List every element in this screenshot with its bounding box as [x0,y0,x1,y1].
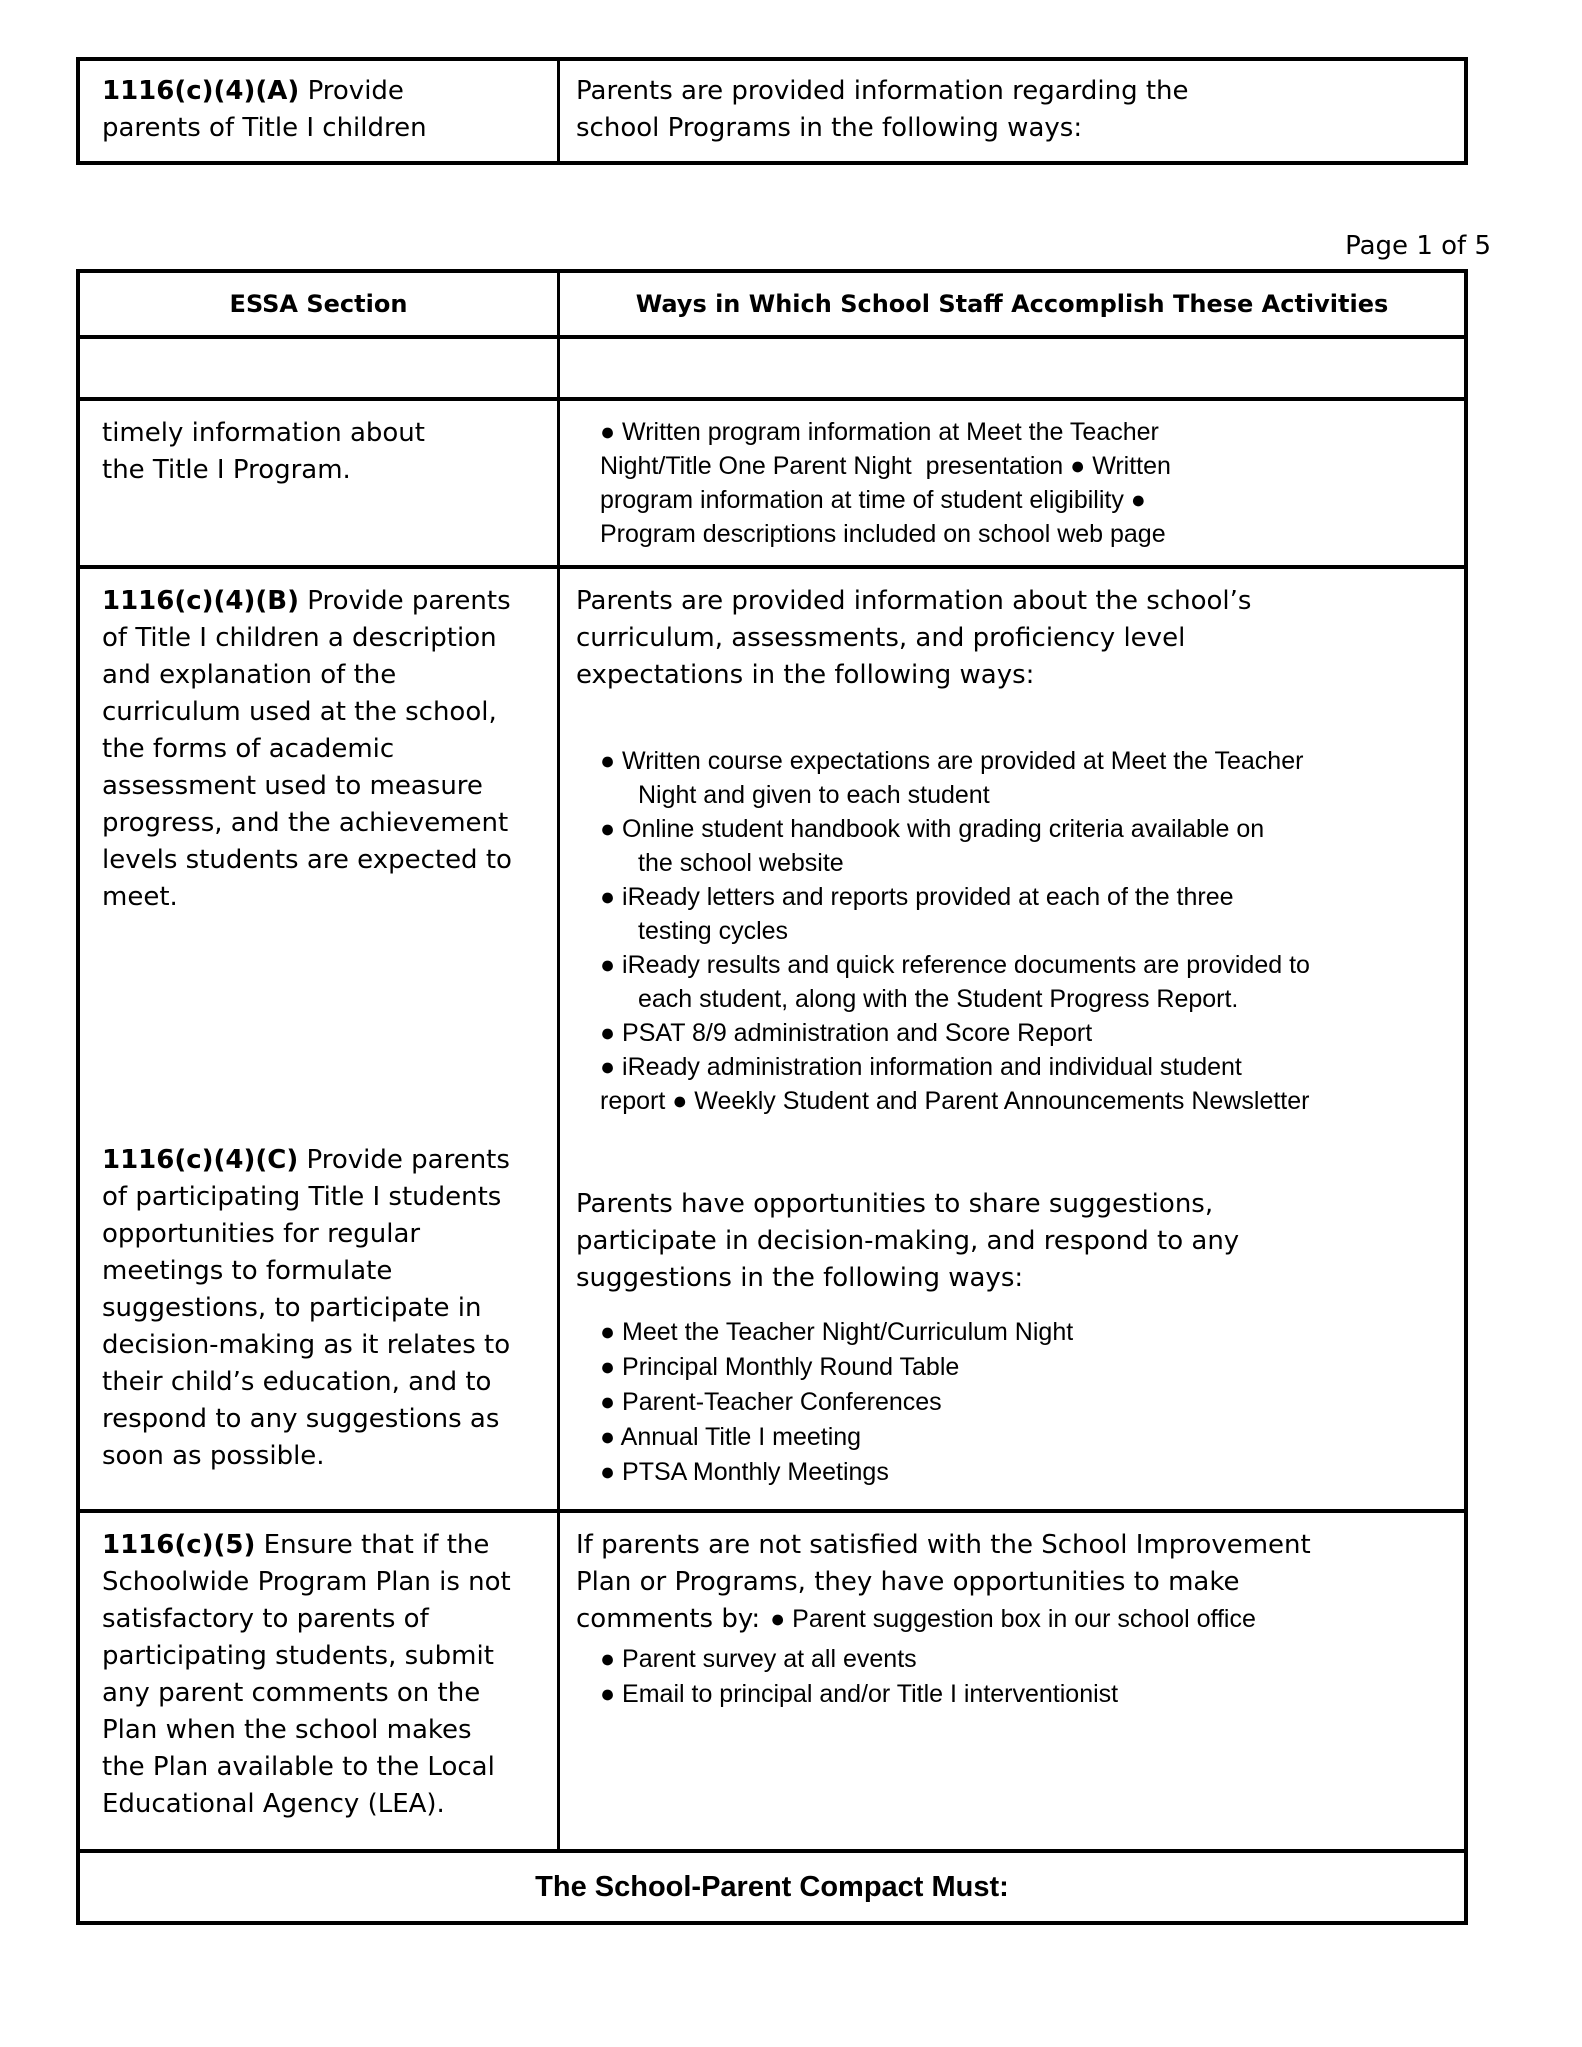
row-1116c4B-1116c4C [80,565,1464,1509]
c5-intro-line3 [576,1601,1444,1638]
continued-table-section-cell [80,61,560,161]
bullet-line: Night/Title One Parent Night presentation ● Written [600,452,1171,480]
bullet-line: ● Online student handbook with grading criteria available on [600,815,1265,843]
bullet-line: each student, along with the Student Progress Report. [638,985,1239,1013]
section-1116c4C-code: 1116(c)(4)(C) [102,1145,299,1175]
c5-section-cell [80,1513,560,1849]
bullet-line: ● PTSA Monthly Meetings [600,1458,889,1486]
bullet-line: ● Annual Title I meeting [600,1423,862,1451]
bullet-line: testing cycles [638,917,789,945]
section-1116c5-text [102,1527,514,1823]
continued-table-ways-cell [560,61,1464,161]
c5-intro-line3-lead: comments by: [576,1604,761,1634]
header-ways-label: Ways in Which School Staff Accomplish These Activities [635,290,1389,318]
c5-inline-bullet: ● Parent suggestion box in our school office [770,1605,1256,1633]
header-ways-cell [560,273,1464,335]
table-header-row [80,273,1464,335]
continued-table [76,57,1468,165]
empty-row-left-cell [80,339,560,397]
timely-bullet-list [576,415,1444,551]
c5-intro-line1: If parents are not satisfied with the School Improvement [576,1530,1311,1560]
section-1116c5-code: 1116(c)(5) [102,1530,256,1560]
section-1116c5-body: Ensure that if the Schoolwide Program Plan is not satisfactory to parents of participating students, submit any parent comments on the Plan when the school makes the Plan available to the Local Educational Agency (LEA). [102,1530,511,1819]
bullet-line: ● Meet the Teacher Night/Curriculum Night [600,1318,1074,1346]
bullet-line: Program descriptions included on school web page [600,520,1166,548]
page-indicator: Page 1 of 5 [1345,231,1491,261]
curriculum-bullet-list [576,744,1444,1118]
section-1116c4B-body: Provide parents of Title I children a description and explanation of the curriculum used at the school, the forms of academic assessment used to measure progress, and the achievement levels students are expected to meet. [102,586,512,912]
bullet-line: ● PSAT 8/9 administration and Score Report [600,1019,1093,1047]
section-1116c4A-code: 1116(c)(4)(A) [102,76,300,106]
section-1116c4B-text [102,583,514,916]
bullet-line: report ● Weekly Student and Parent Announcements Newsletter [600,1087,1310,1115]
compact-title-cell [80,1853,1464,1921]
row-1116c5 [80,1509,1464,1849]
section-1116c4C-text [102,1142,514,1475]
c5-bullet-list [576,1642,1444,1712]
section-1116c4B-code: 1116(c)(4)(B) [102,586,299,616]
bullet-line: Night and given to each student [638,781,990,809]
continued-table-ways-text: Parents are provided information regarding the school Programs in the following ways: [576,76,1189,143]
bc-ways-cell [560,569,1464,1509]
section-1116c4A-body: Provide parents of Title I children [102,76,427,143]
section-1116c4A-text [102,73,502,147]
row-compact-title [80,1849,1464,1921]
suggestions-intro-text: Parents have opportunities to share suggestions, participate in decision-making, and respond to any suggestions in the following ways: [576,1189,1240,1293]
empty-row-right-cell [560,339,1464,397]
bullet-line: program information at time of student eligibility ● [600,486,1146,514]
row-timely-information [80,397,1464,565]
bullet-line: ● iReady letters and reports provided at each of the three [600,883,1234,911]
bullet-line: ● Principal Monthly Round Table [600,1353,960,1381]
c5-intro-line2: Plan or Programs, they have opportunities to make [576,1567,1240,1597]
suggestions-bullet-list [576,1315,1444,1490]
header-section-cell [80,273,560,335]
timely-section-text: timely information about the Title I Program. [102,418,425,485]
bullet-line: ● Parent survey at all events [600,1645,917,1673]
bullet-line: ● iReady results and quick reference documents are provided to [600,951,1310,979]
essa-table [76,269,1468,1925]
timely-section-cell [80,401,560,565]
header-section-label: ESSA Section [229,290,408,318]
empty-row [80,335,1464,397]
curriculum-intro-text: Parents are provided information about the school’s curriculum, assessments, and proficiency level expectations in the following ways: [576,586,1252,690]
bullet-line: the school website [638,849,844,877]
bullet-line: ● Written program information at Meet the Teacher [600,418,1159,446]
bullet-line: ● Parent-Teacher Conferences [600,1388,942,1416]
bullet-line: ● Email to principal and/or Title I interventionist [600,1680,1119,1708]
bullet-line: ● iReady administration information and individual student [600,1053,1242,1081]
timely-ways-cell [560,401,1464,565]
section-1116c4C-body: Provide parents of participating Title I students opportunities for regular meetings to formulate suggestions, to participate in decision-making as it relates to their child’s education, and to respond to any suggestions as soon as possible. [102,1145,511,1471]
c5-ways-cell [560,1513,1464,1849]
bullet-line: ● Written course expectations are provided at Meet the Teacher [600,747,1304,775]
compact-title-text: The School-Parent Compact Must: [535,1870,1009,1903]
bc-section-cell [80,569,560,1509]
